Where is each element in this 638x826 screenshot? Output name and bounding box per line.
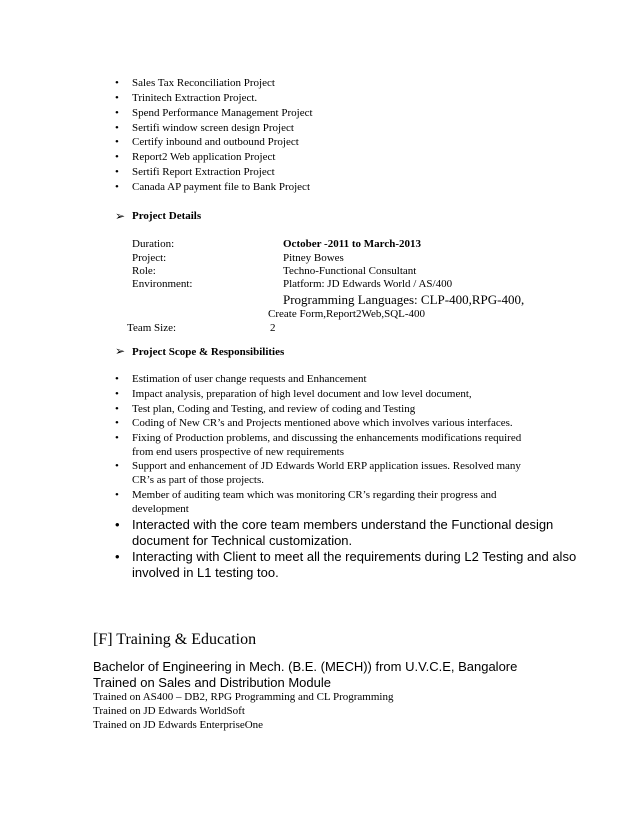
scope-item: Estimation of user change requests and Enhancement [132, 373, 367, 385]
scope-item: Test plan, Coding and Testing, and review of coding and Testing [132, 403, 416, 415]
scope-item: Interacted with the core team members understand the Functional design [132, 517, 554, 532]
languages-line2: Create Form,Report2Web,SQL-400 [268, 308, 426, 320]
role-value: Techno-Functional Consultant [283, 265, 417, 277]
scope-heading: Project Scope & Responsibilities [132, 346, 285, 358]
project-list-item: Canada AP payment file to Bank Project [132, 181, 310, 193]
scope-item-cont: from end users prospective of new requirements [132, 446, 344, 458]
bullet-dot: • [115, 549, 120, 564]
bullet-dot: • [115, 432, 119, 444]
bullet-dot: • [115, 388, 119, 400]
scope-item: Fixing of Production problems, and discussing the enhancements modifications required [132, 432, 522, 444]
bullet-dot: • [115, 417, 119, 429]
team-size-value: 2 [270, 322, 276, 334]
bullet-dot: • [115, 151, 119, 163]
scope-item-cont: CR’s as part of those projects. [132, 474, 264, 486]
bullet-dot: • [115, 77, 119, 89]
training-line: Trained on AS400 – DB2, RPG Programming and CL Programming [93, 691, 394, 703]
scope-item: Support and enhancement of JD Edwards World ERP application issues. Resolved many [132, 460, 521, 472]
bullet-dot: • [115, 92, 119, 104]
environment-value: Platform: JD Edwards World / AS/400 [283, 278, 453, 290]
project-list-item: Spend Performance Management Project [132, 107, 313, 119]
training-line: Trained on JD Edwards EnterpriseOne [93, 719, 264, 731]
bullet-dot: • [115, 460, 119, 472]
bullet-dot: • [115, 166, 119, 178]
scope-item-cont: document for Technical customization. [132, 533, 353, 548]
team-size-label: Team Size: [127, 322, 177, 334]
bullet-dot: • [115, 517, 120, 532]
module-line: Trained on Sales and Distribution Module [93, 675, 331, 690]
project-list-item: Certify inbound and outbound Project [132, 136, 299, 148]
project-list-item: Trinitech Extraction Project. [132, 92, 258, 104]
duration-value: October -2011 to March-2013 [283, 238, 421, 250]
arrow-bullet-icon: ➢ [115, 344, 126, 358]
bullet-dot: • [115, 136, 119, 148]
training-title: [F] Training & Education [93, 631, 257, 648]
scope-item-cont: involved in L1 testing too. [132, 565, 279, 580]
project-list-item: Report2 Web application Project [132, 151, 276, 163]
bullet-dot: • [115, 489, 119, 501]
scope-item: Coding of New CR’s and Projects mentioned above which involves various interfaces. [132, 417, 513, 429]
bullet-dot: • [115, 373, 119, 385]
project-list-item: Sales Tax Reconciliation Project [132, 77, 275, 89]
environment-label: Environment: [132, 278, 193, 290]
bullet-dot: • [115, 403, 119, 415]
scope-item: Impact analysis, preparation of high level document and low level document, [132, 388, 472, 400]
project-details-heading: Project Details [132, 210, 202, 222]
bullet-dot: • [115, 107, 119, 119]
languages-line1: Programming Languages: CLP-400,RPG-400, [283, 292, 525, 307]
scope-item-cont: development [132, 503, 189, 515]
project-label: Project: [132, 252, 167, 264]
training-line: Trained on JD Edwards WorldSoft [93, 705, 245, 717]
scope-item: Member of auditing team which was monitoring CR’s regarding their progress and [132, 489, 497, 501]
bullet-dot: • [115, 122, 119, 134]
scope-item: Interacting with Client to meet all the requirements during L2 Testing and also [132, 549, 577, 564]
project-list-item: Sertifi Report Extraction Project [132, 166, 275, 178]
project-list-item: Sertifi window screen design Project [132, 122, 294, 134]
arrow-bullet-icon: ➢ [115, 209, 126, 223]
duration-label: Duration: [132, 238, 175, 250]
project-value: Pitney Bowes [283, 252, 344, 264]
bullet-dot: • [115, 181, 119, 193]
role-label: Role: [132, 265, 156, 277]
degree-line: Bachelor of Engineering in Mech. (B.E. (MECH)) from U.V.C.E, Bangalore [93, 659, 518, 674]
